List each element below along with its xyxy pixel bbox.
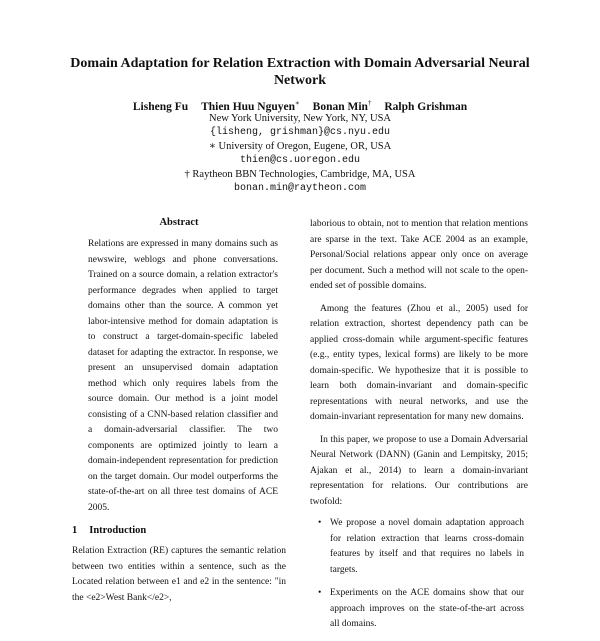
author-mark: †: [367, 99, 372, 107]
author-name: Ralph Grishman: [384, 100, 468, 113]
body-paragraph: In this paper, we propose to use a Domain Adversarial Neural Network (DANN) (Ganin and Lempitsky, 2015; Ajakan et al., 2014) to learn a domain-invariant representation for relations. Our contributions are twofold:: [310, 434, 528, 507]
body-paragraph: laborious to obtain, not to mention that relation mentions are sparse in the text. Take ACE 2004 as an example, Personal/Social relations appear only once on average per document. Such a method will not scale to the open-ended set of possible domains.: [310, 219, 528, 291]
abstract-heading: Abstract: [159, 217, 199, 228]
section-title: Introduction: [89, 525, 147, 536]
section-heading: [72, 524, 286, 538]
affiliation: ∗ University of Oregon, Eugene, OR, USA: [208, 141, 392, 152]
bullet-icon: •: [318, 518, 322, 528]
right-column: [310, 217, 528, 641]
author-name: Lisheng Fu: [132, 100, 189, 113]
list-item: [310, 516, 528, 578]
contribution-list: [310, 516, 528, 633]
paper-title: Domain Adaptation for Relation Extraction with Domain Adversarial Neural Network: [70, 56, 530, 88]
body-paragraph: Among the features (Zhou et al., 2005) used for relation extraction, shortest dependency path can be applied cross-domain while argument-specific features (e.g., entity types, lexical forms) are likely to be more domain-specific. We hypothesize that it is possible to learn both domain-invariant and domain-specific representations with neural networks, and use the domain-invariant representation for many new domains.: [310, 303, 528, 422]
list-item-text: Experiments on the ACE domains show that our approach improves on the state-of-the-art across all domains.: [330, 588, 524, 629]
affiliation-email[interactable]: thien@cs.uoregon.edu: [239, 155, 361, 166]
affiliation-email[interactable]: bonan.min@raytheon.com: [233, 183, 367, 194]
section-number: 1: [72, 525, 78, 536]
list-item-text: We propose a novel domain adaptation approach for relation extraction that learns cross-domain features by itself and that requires no labels in targets.: [330, 518, 524, 575]
bullet-icon: •: [318, 588, 322, 598]
left-column: [72, 216, 286, 606]
abstract-text: Relations are expressed in many domains such as newswire, weblogs and phone conversations. Trained on a source domain, a relation extractor's performance degrades when applied to target domains other than the source. A common yet labor-intensive method for domain adaptation is to construct a target-domain-specific labeled dataset for adapting the extractor. In response, we present an unsupervised domain adaptation method which only requires labels from the source domain. Our method is a joint model consisting of a CNN-based relation classifier and a domain-adversarial classifier. The two components are optimized jointly to learn a domain-independent representation for prediction on the target domain. Our model outperforms the state-of-the-art on all three test domains of ACE 2005.: [88, 239, 278, 513]
intro-paragraph: Relation Extraction (RE) captures the semantic relation between two entities within a sentence, such as the Located relation between e1 and e2 in the sentence: "in the <e2>West Bank</e2>,: [72, 546, 286, 603]
author-mark: ∗: [295, 99, 300, 107]
affiliation-email[interactable]: {lisheng, grishman}@cs.nyu.edu: [209, 127, 391, 138]
author-name: Thien Huu Nguyen: [201, 100, 296, 113]
affiliation: † Raytheon BBN Technologies, Cambridge, MA, USA: [184, 169, 416, 180]
list-item: [310, 586, 528, 633]
author-name: Bonan Min: [312, 100, 368, 113]
affiliation: New York University, New York, NY, USA: [208, 113, 392, 124]
